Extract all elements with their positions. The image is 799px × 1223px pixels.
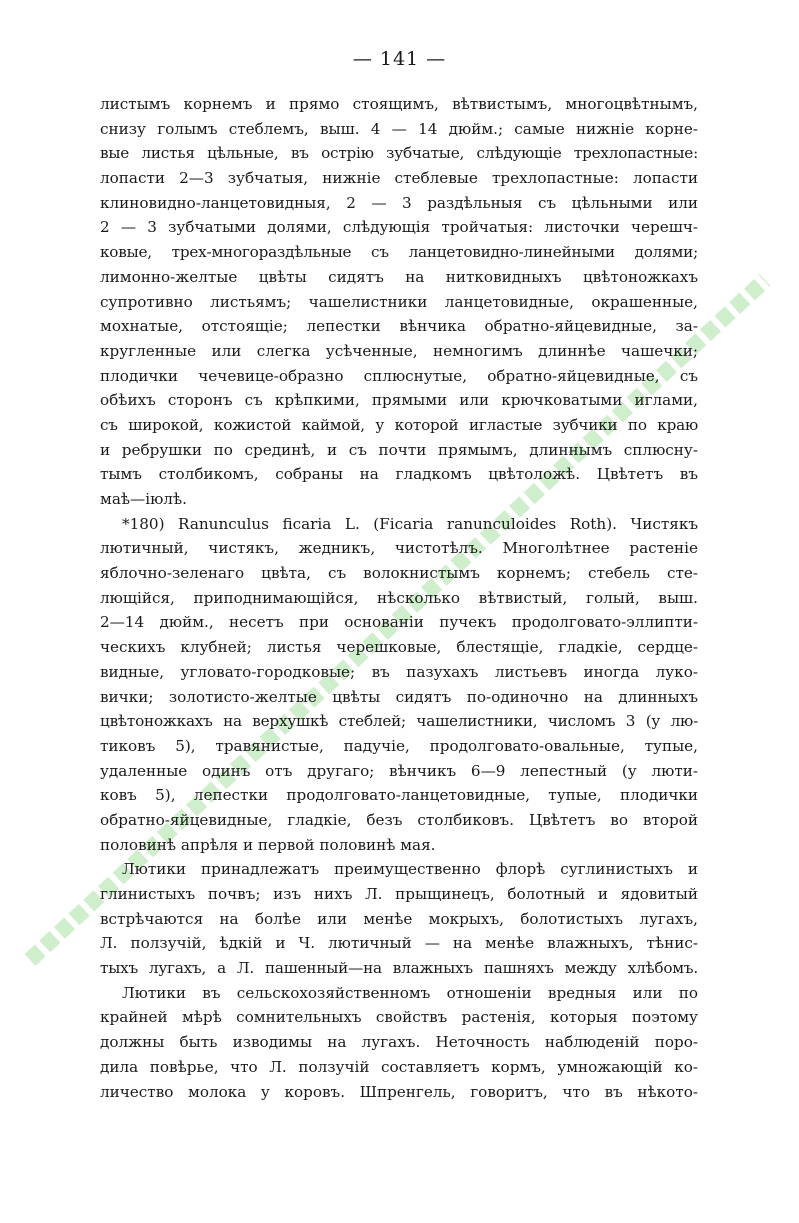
text-line: дила повѣрье, что Л. ползучій составляетъ кормъ, умножающій ко- [100,1057,698,1076]
text-line: обратно-яйцевидные, гладкіе, безъ столбиковъ. Цвѣтетъ во второй [100,810,698,829]
text-line: тыхъ лугахъ, а Л. пашенный—на влажныхъ пашняхъ между хлѣбомъ. [100,959,698,978]
text-line: Лютики въ сельскохозяйственномъ отношеніи вредныя или по [122,983,698,1002]
text-line: удаленные одинъ отъ другаго; вѣнчикъ 6—9 лепестный (у люти- [100,761,698,780]
text-line: 2—14 дюйм., несетъ при основаніи пучекъ продолговато-эллипти- [100,613,698,632]
text-line: листымъ корнемъ и прямо стоящимъ, вѣтвистымъ, многоцвѣтнымъ, [100,95,698,113]
text-line: 2 — 3 зубчатыми долями, слѣдующія тройчатыя: листочки черешч- [100,218,698,237]
body-text [100,92,698,1104]
text-line: тиковъ 5), травянистые, падучіе, продолговато-овальные, тупые, [100,736,698,755]
text-line: крайней мѣрѣ сомнительныхъ свойствъ растенія, которыя поэтому [100,1008,698,1027]
text-line: тымъ столбикомъ, собраны на гладкомъ цвѣтоложѣ. Цвѣтетъ въ [100,465,698,484]
text-line: кругленные или слегка усѣченные, немногимъ длиннѣе чашечки; [100,341,698,360]
text-line: лющійся, приподнимающійся, нѣсколько вѣтвистый, голый, выш. [100,588,698,607]
text-line: ковые, трех-многораздѣльные съ ланцетовидно-линейными долями; [100,243,698,262]
text-line: снизу голымъ стеблемъ, выш. 4 — 14 дюйм.; самые нижніе корне- [100,119,698,138]
text-line: яблочно-зеленаго цвѣта, съ волокнистымъ корнемъ; стебель сте- [100,564,698,583]
text-line: Л. ползучій, ѣдкій и Ч. лютичный — на менѣе влажныхъ, тѣнис- [100,934,698,953]
text-line: вички; золотисто-желтые цвѣты сидятъ по-одиночно на длинныхъ [100,687,698,706]
text-line: видные, угловато-городковые; въ пазухахъ листьевъ иногда луко- [100,662,698,681]
text-line: и ребрушки по срединѣ, и съ почти прямымъ, длиннымъ сплюсну- [100,440,698,459]
text-line: вые листья цѣльные, въ острію зубчатые, слѣдующіе трехлопастные: [100,144,698,163]
text-line: лимонно-желтые цвѣты сидятъ на нитковидныхъ цвѣтоножкахъ [100,267,698,286]
text-line: обѣихъ сторонъ съ крѣпкими, прямыми или крючковатыми иглами, [100,391,698,410]
text-line: *180) Ranunculus ficaria L. (Ficaria ranunculoides Roth). Чистякъ [122,514,698,533]
text-line: лютичный, чистякъ, жедникъ, чистотѣлъ. Многолѣтнее растеніе [100,539,698,558]
text-line: глинистыхъ почвъ; изъ нихъ Л. прыщинецъ, болотный и ядовитый [100,885,698,903]
text-line: ческихъ клубней; листья черешковые, блестящіе, гладкіе, сердце- [100,638,698,657]
text-line: съ широкой, кожистой каймой, у которой игластые зубчики по краю [100,415,698,434]
text-line: лопасти 2—3 зубчатыя, нижніе стеблевые трехлопастные: лопасти [100,169,698,188]
text-line: плодички чечевице-образно сплюснутые, обратно-яйцевидные, съ [100,366,698,385]
text-line: Лютики принадлежатъ преимущественно флорѣ суглинистыхъ и [122,860,698,879]
page-number: — 141 — [352,48,447,70]
text-line: должны быть изводимы на лугахъ. Неточность наблюденій поро- [100,1033,698,1052]
text-line: ковъ 5), лепестки продолговато-ланцетовидные, тупые, плодички [100,786,698,805]
text-line: цвѣтоножкахъ на верхушкѣ стеблей; чашелистники, числомъ 3 (у лю- [100,712,698,731]
text-line: встрѣчаются на болѣе или менѣе мокрыхъ, болотистыхъ лугахъ, [100,909,698,928]
text-line: мохнатые, отстоящіе; лепестки вѣнчика обратно-яйцевидные, за- [100,317,698,336]
text-line: маѣ—іюлѣ. [100,490,187,508]
text-line: личество молока у коровъ. Шпренгель, говоритъ, что въ нѣкото- [100,1082,698,1101]
text-line: клиновидно-ланцетовидныя, 2 — 3 раздѣльныя съ цѣльными или [100,193,698,212]
text-line: супротивно листьямъ; чашелистники ланцетовидные, окрашенные, [100,292,698,311]
text-line: половинѣ апрѣля и первой половинѣ мая. [100,835,436,854]
